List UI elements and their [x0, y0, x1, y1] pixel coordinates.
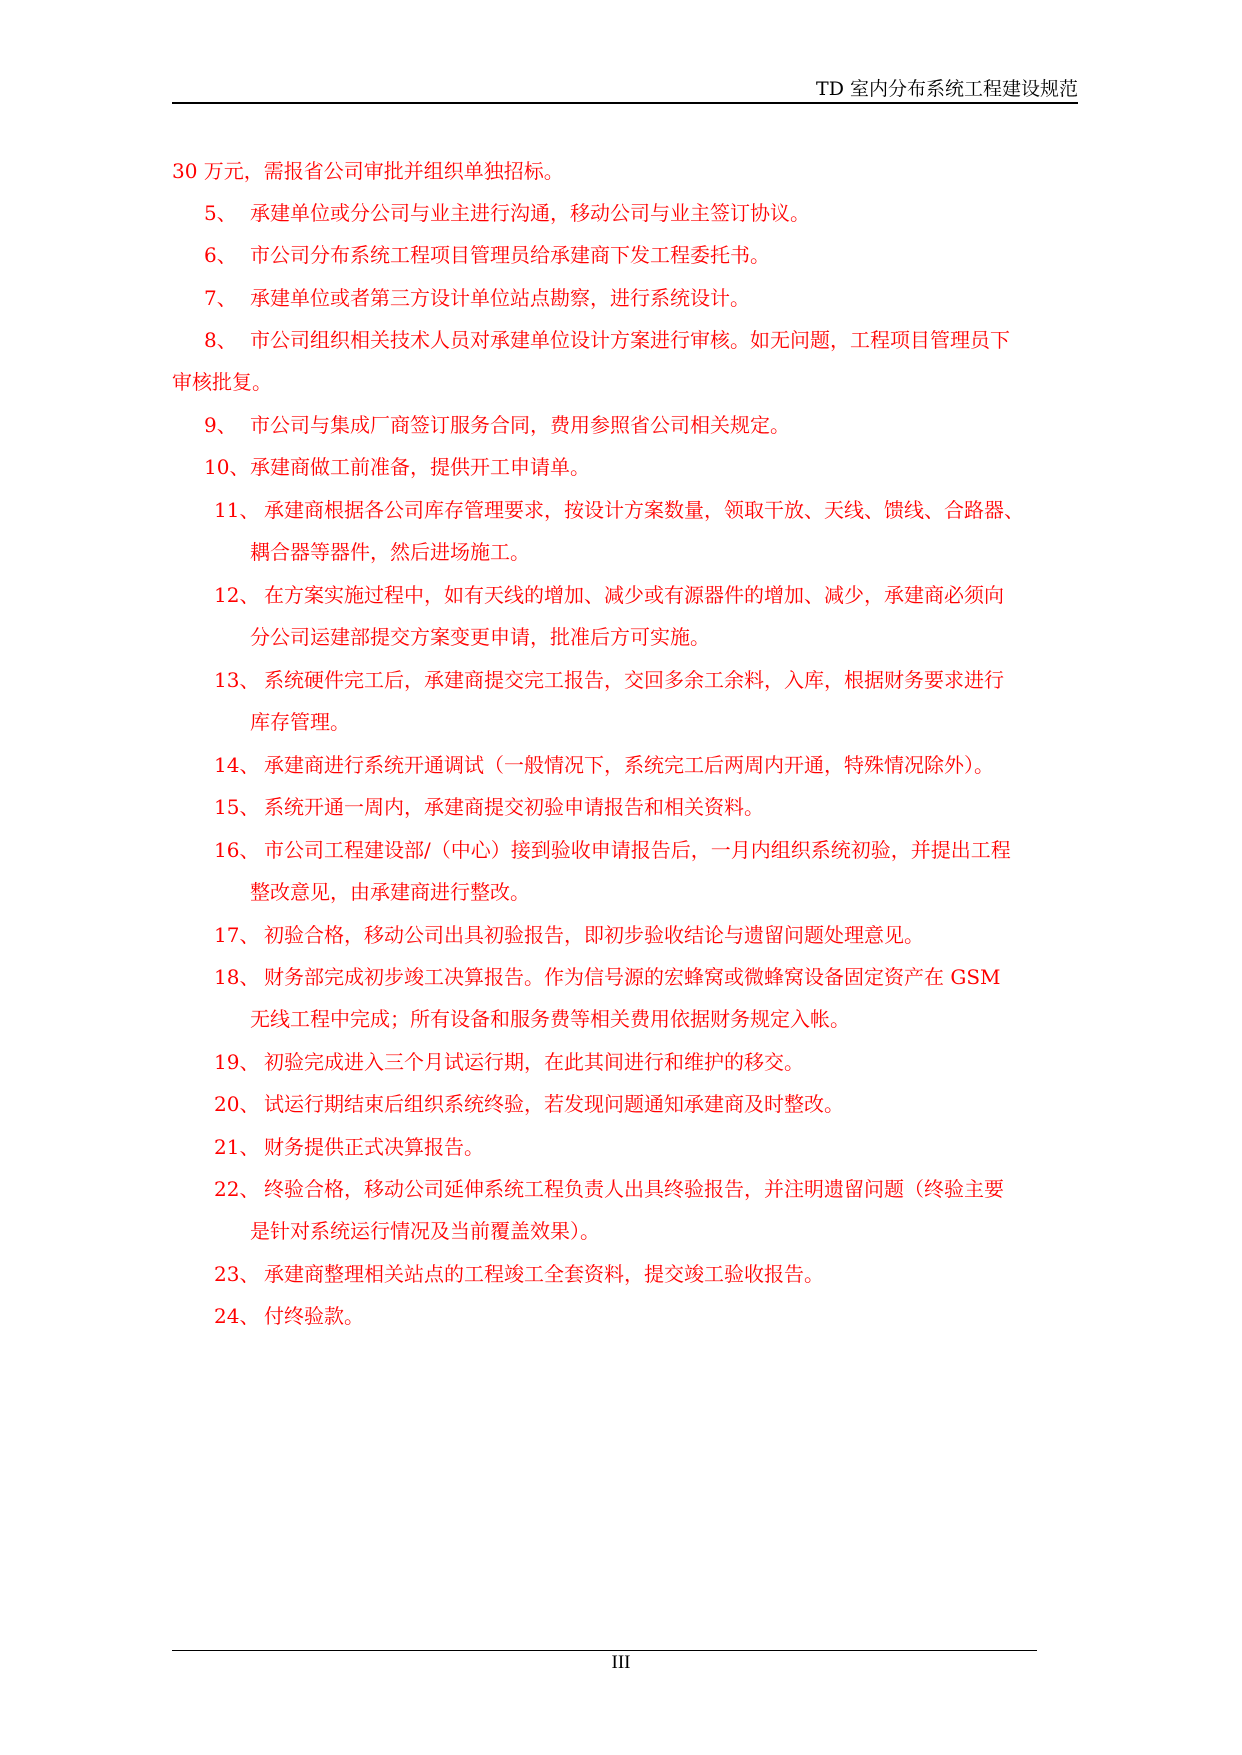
item-number: 9、 — [204, 413, 237, 437]
item-text: 承建商整理相关站点的工程竣工全套资料，提交竣工验收报告。 — [264, 1262, 824, 1286]
item-text: 初验合格，移动公司出具初验报告，即初步验收结论与遗留问题处理意见。 — [264, 923, 924, 947]
item-text: 承建单位或者第三方设计单位站点勘察，进行系统设计。 — [250, 286, 750, 310]
item-text-continued: 审核批复。 — [172, 370, 272, 394]
item-text-continued: 库存管理。 — [250, 710, 350, 734]
item-number: 5、 — [204, 201, 237, 225]
item-number: 23、 — [214, 1262, 260, 1286]
item-text: 试运行期结束后组织系统终验，若发现问题通知承建商及时整改。 — [264, 1092, 844, 1116]
item-text: 在方案实施过程中，如有天线的增加、减少或有源器件的增加、减少，承建商必须向 — [264, 583, 1004, 607]
item-number: 22、 — [214, 1177, 260, 1201]
item-number: 24、 — [214, 1304, 260, 1328]
item-number: 12、 — [214, 583, 260, 607]
item-text-continued: 无线工程中完成；所有设备和服务费等相关费用依据财务规定入帐。 — [250, 1007, 850, 1031]
item-number: 15、 — [214, 795, 260, 819]
item-number: 18、 — [214, 965, 260, 989]
item-number: 17、 — [214, 923, 260, 947]
item-text-continued: 分公司运建部提交方案变更申请，批准后方可实施。 — [250, 625, 710, 649]
header-title: TD 室内分布系统工程建设规范 — [816, 78, 1078, 100]
item-number: 8、 — [204, 328, 237, 352]
item-text: 市公司工程建设部/（中心）接到验收申请报告后，一月内组织系统初验，并提出工程 — [264, 838, 1011, 862]
item-number: 11、 — [214, 498, 260, 522]
item-number: 14、 — [214, 753, 260, 777]
item-number: 20、 — [214, 1092, 260, 1116]
item-text: 承建单位或分公司与业主进行沟通，移动公司与业主签订协议。 — [250, 201, 810, 225]
item-number: 6、 — [204, 243, 237, 267]
item-text-continued: 是针对系统运行情况及当前覆盖效果）。 — [250, 1219, 600, 1243]
footer-divider — [172, 1650, 1037, 1651]
item-text: 系统开通一周内，承建商提交初验申请报告和相关资料。 — [264, 795, 764, 819]
item-number: 21、 — [214, 1135, 260, 1159]
item-number: 19、 — [214, 1050, 260, 1074]
item-text-continued: 耦合器等器件，然后进场施工。 — [250, 540, 530, 564]
item-number: 10、 — [204, 455, 250, 479]
item-text: 财务提供正式决算报告。 — [264, 1135, 484, 1159]
item-number: 13、 — [214, 668, 260, 692]
item-text: 市公司组织相关技术人员对承建单位设计方案进行审核。如无问题，工程项目管理员下 — [250, 328, 1010, 352]
item-text: 付终验款。 — [264, 1304, 364, 1328]
item-text: 系统硬件完工后，承建商提交完工报告，交回多余工余料，入库，根据财务要求进行 — [264, 668, 1004, 692]
continuation-line: 30 万元，需报省公司审批并组织单独招标。 — [172, 159, 564, 183]
item-text: 终验合格，移动公司延伸系统工程负责人出具终验报告，并注明遗留问题（终验主要 — [264, 1177, 1004, 1201]
item-text-continued: 整改意见，由承建商进行整改。 — [250, 880, 530, 904]
item-text: 初验完成进入三个月试运行期，在此其间进行和维护的移交。 — [264, 1050, 804, 1074]
item-text: 承建商进行系统开通调试（一般情况下，系统完工后两周内开通，特殊情况除外）。 — [264, 753, 994, 777]
item-number: 16、 — [214, 838, 260, 862]
item-number: 7、 — [204, 286, 237, 310]
item-text: 承建商做工前准备，提供开工申请单。 — [250, 455, 590, 479]
item-text: 承建商根据各公司库存管理要求，按设计方案数量，领取干放、天线、馈线、合路器、 — [264, 498, 1024, 522]
page-number: III — [611, 1652, 631, 1673]
item-text: 市公司与集成厂商签订服务合同，费用参照省公司相关规定。 — [250, 413, 790, 437]
item-text: 市公司分布系统工程项目管理员给承建商下发工程委托书。 — [250, 243, 770, 267]
item-text: 财务部完成初步竣工决算报告。作为信号源的宏蜂窝或微蜂窝设备固定资产在 GSM — [264, 965, 1001, 989]
